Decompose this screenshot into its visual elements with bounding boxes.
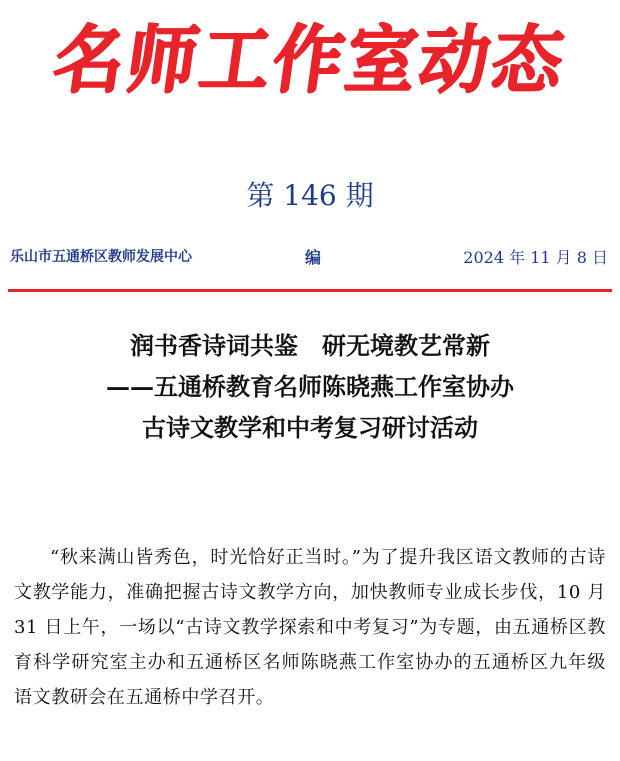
headline-line-1: 润书香诗词共鉴 研无境教艺常新 bbox=[130, 331, 490, 360]
publish-date: 2024 年 11 月 8 日 bbox=[463, 248, 608, 267]
headline-line-3: 古诗文教学和中考复习研讨活动 bbox=[142, 413, 478, 442]
article-headline bbox=[0, 325, 620, 448]
edit-label: 编 bbox=[305, 248, 322, 267]
header-divider bbox=[8, 289, 612, 292]
headline-line-2: ——五通桥教育名师陈晓燕工作室协办 bbox=[106, 372, 514, 401]
publisher-organization: 乐山市五通桥区教师发展中心 bbox=[10, 249, 192, 265]
masthead-title: 名师工作室动态 bbox=[48, 16, 572, 104]
issue-number: 第 146 期 bbox=[246, 179, 374, 212]
article-paragraph: “秋来满山皆秀色，时光恰好正当时。”为了提升我区语文教师的古诗文教学能力，准确把握古诗文教学方向，加快教师专业成长步伐，10 月 31 日上午，一场以“古诗文教学探索和中考复习”为专题，由五通桥区教育科学研究室主办和五通桥区名师陈晓燕工作室协办的五通桥区九年级语文教研会在五通桥中学召开。 bbox=[14, 547, 606, 708]
